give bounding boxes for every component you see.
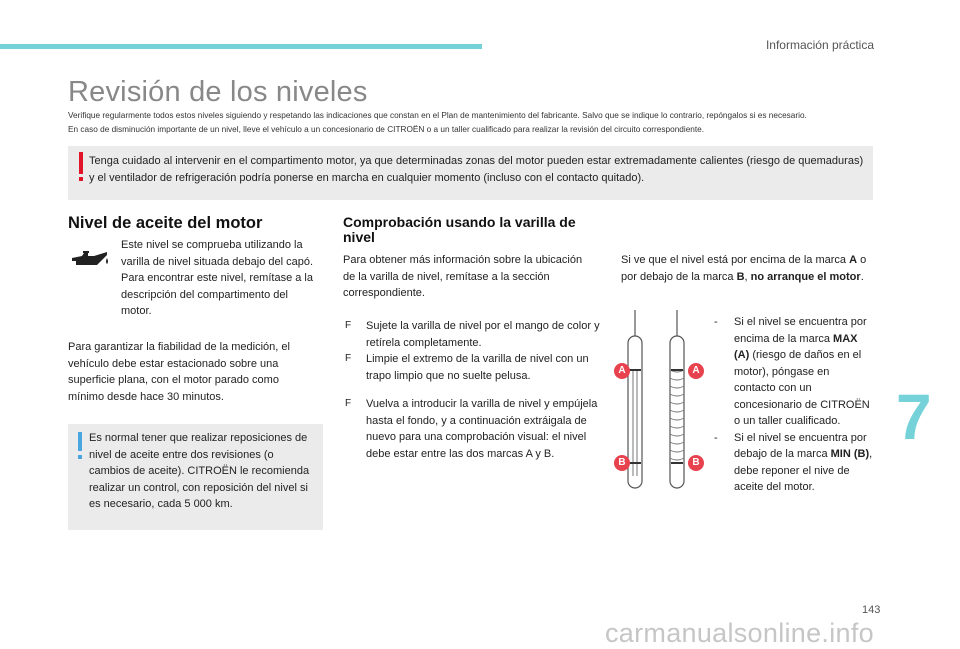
text-span: , debe reponer el nive de aceite del motor. <box>734 448 873 493</box>
level-instructions <box>714 314 874 496</box>
info-bar-icon <box>78 432 82 451</box>
section-label: Información práctica <box>765 38 874 52</box>
list-item <box>343 318 601 351</box>
marker-b-right: B <box>688 455 704 471</box>
intro-line-2: En caso de disminución importante de un nivel, lleve el vehículo a un concesionario de CITROËN o a un taller cualificado para realizar la revisión del circuito correspondiente. <box>68 123 705 134</box>
exclamation-icon <box>79 152 83 174</box>
no-start-warning: no arranque el motor <box>750 270 861 283</box>
mark-a-ref: A <box>849 254 858 266</box>
page-title: Revisión de los niveles <box>68 76 368 108</box>
step-text: Vuelva a introducir la varilla de nivel y empújela hasta el fondo, y a continuación extráigala de nuevo para una comprobación visual: el nivel debe estar entre las dos marcas A y B. <box>366 398 598 460</box>
oil-can-icon <box>70 249 110 278</box>
min-label: MIN (B) <box>830 448 870 460</box>
list-item <box>714 314 874 430</box>
oil-level-heading: Nivel de aceite del motor <box>68 214 263 232</box>
dash-bullet: - <box>714 431 718 444</box>
chapter-number: 7 <box>896 381 932 453</box>
marker-b-left: B <box>614 455 630 471</box>
text-span: Si el nivel se encuentra por debajo de la marca <box>734 431 867 460</box>
mark-b-ref: B <box>736 270 745 283</box>
dash-bullet: - <box>714 316 718 328</box>
marker-a-left: A <box>614 363 630 379</box>
intro-line-1: Verifique regularmente todos estos niveles siguiendo y respetando las indicaciones que constan en el Plan de mantenimiento del fabricante. Salvo que se indique lo contrario, repóngalos si es necesario. <box>68 110 807 120</box>
exclamation-dot <box>79 177 83 181</box>
text-span: . <box>860 270 864 283</box>
step-text: Limpie el extremo de la varilla de nivel con un trapo limpio que no suelte pelusa. <box>366 353 589 382</box>
warning-text: Tenga cuidado al intervenir en el compartimento motor, ya que determinadas zonas del motor pueden estar extremadamente calientes (riesgo de quemaduras) y el ventilador de refrigeración podría ponerse en marcha en cualquier momento (incluso con el contacto quitado). <box>89 155 864 185</box>
list-item <box>714 430 874 496</box>
list-item <box>343 351 601 384</box>
oil-description: Este nivel se comprueba utilizando la varilla de nivel situada debajo del capó. Para encontrar este nivel, remítase a la descripción del compartimento del motor. <box>121 239 314 317</box>
text-span: (riesgo de daños en el motor), póngase en contacto con un concesionario de CITROËN o un taller cualificado. <box>734 349 870 427</box>
level-warning-text <box>621 252 873 285</box>
text-span: Si el nivel se encuentra por encima de la marca <box>734 316 867 345</box>
arrow-bullet-icon: F <box>345 353 352 364</box>
dipstick-heading: Comprobación usando la varilla de nivel <box>343 214 576 245</box>
info-dot <box>78 455 82 459</box>
dipstick-intro: Para obtener más información sobre la ubicación de la varilla de nivel, remítase a la sección correspondiente. <box>343 254 583 299</box>
text-span: , <box>744 270 751 283</box>
marker-a-right: A <box>688 363 704 379</box>
intro-text <box>68 109 878 137</box>
dipstick-steps <box>343 318 601 462</box>
text-span: Si ve que el nivel está por encima de la marca <box>621 254 850 266</box>
watermark: carmanualsonline.info <box>605 618 874 648</box>
max-label: MAX (A) <box>734 332 858 361</box>
text-span: o por debajo de la marca <box>621 254 867 283</box>
page-number: 143 <box>862 604 881 616</box>
arrow-bullet-icon: F <box>345 398 352 409</box>
list-item <box>343 396 601 462</box>
step-text: Sujete la varilla de nivel por el mango de color y retírela completamente. <box>366 320 600 349</box>
oil-measure-paragraph: Para garantizar la fiabilidad de la medición, el vehículo debe estar estacionado sobre una superficie plana, con el motor parado como mínimo desde hace 30 minutos. <box>68 341 290 403</box>
header-accent-bar <box>0 44 482 49</box>
arrow-bullet-icon: F <box>345 320 352 331</box>
note-text: Es normal tener que realizar reposiciones de nivel de aceite entre dos revisiones (o cambios de aceite). CITROËN le recomienda realizar un control, con reposición del nivel si es necesario, cada 5 000 km. <box>89 432 310 510</box>
